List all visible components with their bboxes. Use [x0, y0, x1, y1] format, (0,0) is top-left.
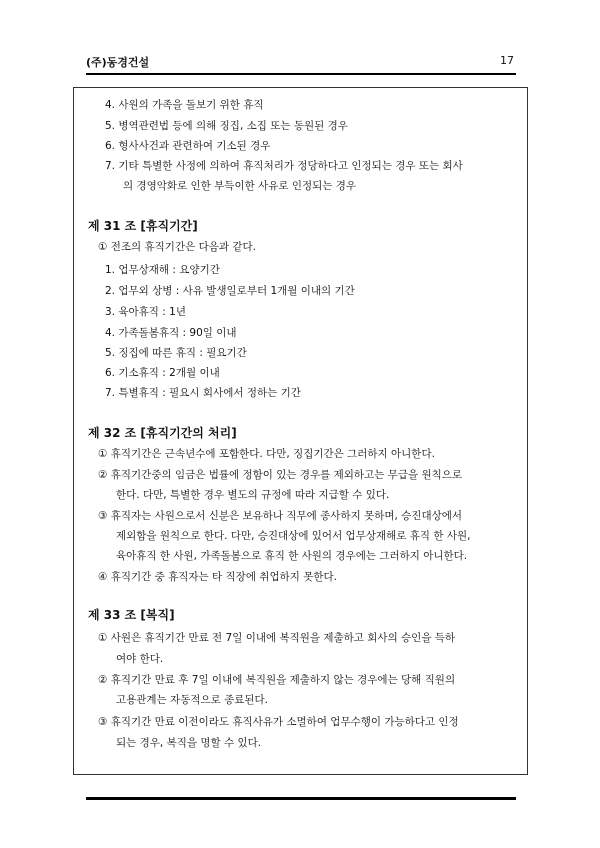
header-rule: [86, 73, 516, 75]
clause: ③ 휴직기간 만료 이전이라도 휴직사유가 소멸하여 업무수행이 가능하다고 인정: [98, 716, 459, 728]
list-item: 5. 병역관련법 등에 의해 징집, 소집 또는 동원된 경우: [105, 120, 348, 132]
clause: ① 사원은 휴직기간 만료 전 7일 이내에 복직원을 제출하고 회사의 승인을 득하: [98, 632, 456, 644]
page-header: [86, 54, 516, 72]
article-33-title: 제 33 조 [복직]: [88, 608, 175, 622]
clause-continuation: 한다. 다만, 특별한 경우 별도의 규정에 따라 지급할 수 있다.: [116, 489, 390, 501]
list-item: 4. 가족돌봄휴직 : 90일 이내: [105, 327, 237, 339]
footer-rule: [86, 797, 516, 800]
clause: ② 휴직기간중의 임금은 법률에 정함이 있는 경우를 제외하고는 무급을 원칙으로: [98, 469, 463, 481]
company-name: (주)동경건설: [86, 56, 150, 69]
clause-continuation: 여야 한다.: [116, 653, 164, 665]
clause: ③ 휴직자는 사원으로서 신분은 보유하나 직무에 종사하지 못하며, 승진대상에서: [98, 510, 463, 522]
list-item: 5. 징집에 따른 휴직 : 필요기간: [105, 347, 247, 359]
clause-continuation: 제외함을 원칙으로 한다. 다만, 승진대상에 있어서 업무상재해로 휴직 한 사원,: [116, 530, 471, 542]
list-item-continuation: 의 경영악화로 인한 부득이한 사유로 인정되는 경우: [123, 180, 357, 192]
list-item: 1. 업무상재해 : 요양기간: [105, 264, 220, 276]
list-item: 4. 사원의 가족을 돌보기 위한 휴직: [105, 99, 264, 111]
list-item: 7. 특별휴직 : 필요시 회사에서 정하는 기간: [105, 387, 301, 399]
list-item: 6. 기소휴직 : 2개월 이내: [105, 367, 220, 379]
clause: ① 휴직기간은 근속년수에 포함한다. 다만, 징집기간은 그러하지 아니한다.: [98, 448, 435, 460]
clause: ① 전조의 휴직기간은 다음과 같다.: [98, 241, 256, 253]
clause: ② 휴직기간 만료 후 7일 이내에 복직원을 제출하지 않는 경우에는 당해 직원의: [98, 674, 456, 686]
clause-continuation: 육아휴직 한 사원, 가족돌봄으로 휴직 한 사원의 경우에는 그러하지 아니한다.: [116, 550, 468, 562]
list-item: 2. 업무외 상병 : 사유 발생일로부터 1개월 이내의 기간: [105, 285, 355, 297]
list-item: 6. 형사사건과 관련하여 기소된 경우: [105, 140, 271, 152]
clause: ④ 휴직기간 중 휴직자는 타 직장에 취업하지 못한다.: [98, 571, 337, 583]
list-item: 3. 육아휴직 : 1년: [105, 306, 186, 318]
page-number: 17: [500, 54, 514, 67]
clause-continuation: 고용관계는 자동적으로 종료된다.: [116, 694, 269, 706]
article-31-title: 제 31 조 [휴직기간]: [88, 219, 198, 233]
clause-continuation: 되는 경우, 복직을 명할 수 있다.: [116, 737, 262, 749]
list-item: 7. 기타 특별한 사정에 의하여 휴직처리가 정당하다고 인정되는 경우 또는 회사: [105, 160, 463, 172]
article-32-title: 제 32 조 [휴직기간의 처리]: [88, 426, 237, 440]
